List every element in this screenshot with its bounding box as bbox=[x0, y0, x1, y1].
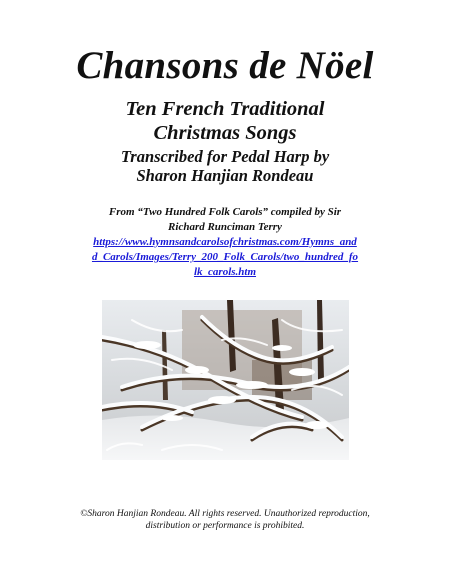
source-line-1: From “Two Hundred Folk Carols” compiled by Sir bbox=[108, 206, 342, 218]
source-line-2: Richard Runciman Terry bbox=[168, 221, 282, 233]
snowy-branches-photo bbox=[102, 300, 349, 460]
source-link-line-1[interactable]: https://www.hymnsandcarolsofchristmas.com/Hymns_and bbox=[93, 236, 357, 248]
subtitle-line-2: Christmas Songs bbox=[153, 122, 297, 144]
transcription-author: Sharon Hanjian Rondeau bbox=[136, 166, 314, 185]
subtitle-line-1: Ten French Traditional bbox=[125, 98, 325, 120]
source-link-line-2[interactable]: d_Carols/Images/Terry_200_Folk_Carols/two_hundred_fo bbox=[91, 251, 359, 263]
transcription-line-1: Transcribed for Pedal Harp by bbox=[120, 147, 330, 166]
copyright-line-2: distribution or performance is prohibited. bbox=[145, 521, 305, 531]
source-link-line-3[interactable]: lk_carols.htm bbox=[193, 266, 257, 278]
document-title: Chansons de Nöel bbox=[76, 44, 374, 87]
copyright-line-1: ©Sharon Hanjian Rondeau. All rights reserved. Unauthorized reproduction, bbox=[80, 509, 370, 519]
